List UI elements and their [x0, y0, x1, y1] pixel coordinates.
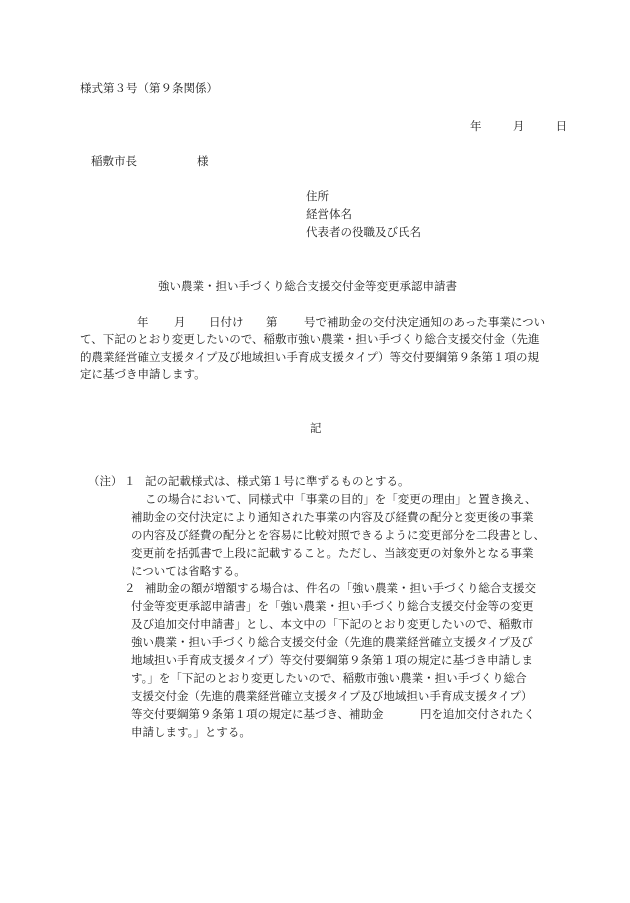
applicant-business-label: 経営体名	[306, 207, 352, 221]
note-line: 地域担い手育成支援タイプ）等交付要綱第９条第１項の規定に基づき申請しま	[131, 653, 534, 667]
note-line: 変更前を括弧書で上段に記載すること。ただし、当該変更の対象外となる事業	[131, 546, 534, 560]
note-line: については省略する。	[131, 564, 246, 578]
form-number: 様式第３号（第９条関係）	[80, 81, 218, 95]
note-line: の内容及び経費の配分とを容易に比較対照できるように変更部分を二段書とし、	[131, 528, 545, 542]
body-number-prefix: 第	[266, 315, 278, 329]
document-title: 強い農業・担い手づくり総合支援交付金等変更承認申請書	[158, 279, 457, 293]
note-amount-line-before: 等交付要綱第９条第１項の規定に基づき、補助金	[131, 707, 384, 721]
body-year: 年	[137, 315, 149, 329]
note-first-line: 記の記載様式は、様式第１号に準ずるものとする。	[145, 474, 410, 488]
date-year: 年	[470, 119, 482, 133]
note-line: す。」を「下記のとおり変更したいので、稲敷市強い農業・担い手づくり総合	[131, 671, 527, 685]
note-number: ２	[124, 581, 136, 595]
date-day: 日	[555, 119, 568, 133]
ki-heading: 記	[310, 421, 322, 435]
body-month: 月	[174, 315, 186, 329]
note-line: 及び追加交付申請書」とし、本文中の「下記のとおり変更したいので、稲敷市	[131, 617, 534, 631]
body-line: 的農業経営確立支援タイプ及び地域担い手育成支援タイプ）等交付要綱第９条第１項の規	[80, 350, 539, 364]
applicant-address-label: 住所	[306, 189, 329, 203]
applicant-representative-label: 代表者の役職及び氏名	[306, 225, 421, 239]
body-day: 日付け	[209, 315, 244, 329]
body-line: 定に基づき申請します。	[80, 367, 206, 381]
note-last-line: 申請します。」とする。	[131, 725, 251, 739]
note-number: １	[124, 474, 136, 488]
date-line	[470, 118, 567, 134]
notes-label: （注）	[88, 474, 123, 488]
recipient-name: 稲敷市長	[91, 154, 137, 168]
note-line: この場合において、同様式中「事業の目的」を「変更の理由」と置き換え、	[145, 492, 537, 506]
note-line: 強い農業・担い手づくり総合支援交付金（先進的農業経営確立支援タイプ及び	[131, 635, 533, 649]
recipient-honorific: 様	[197, 154, 209, 168]
note-amount-line-after: 円を追加交付されたく	[420, 707, 535, 721]
body-first-line: 号で補助金の交付決定通知のあった事業につい	[304, 315, 546, 329]
note-line: 補助金の交付決定により通知された事業の内容及び経費の配分と変更後の事業	[131, 510, 534, 524]
note-first-line: 補助金の額が増額する場合は、件名の「強い農業・担い手づくり総合支援交	[145, 581, 536, 595]
date-month: 月	[512, 119, 525, 133]
note-line: 支援交付金（先進的農業経営確立支援タイプ及び地域担い手育成支援タイプ）	[131, 689, 533, 703]
body-line: て、下記のとおり変更したいので、稲敷市強い農業・担い手づくり総合支援交付金（先進	[80, 332, 540, 346]
note-line: 付金等変更承認申請書」を「強い農業・担い手づくり総合支援交付金等の変更	[131, 599, 534, 613]
